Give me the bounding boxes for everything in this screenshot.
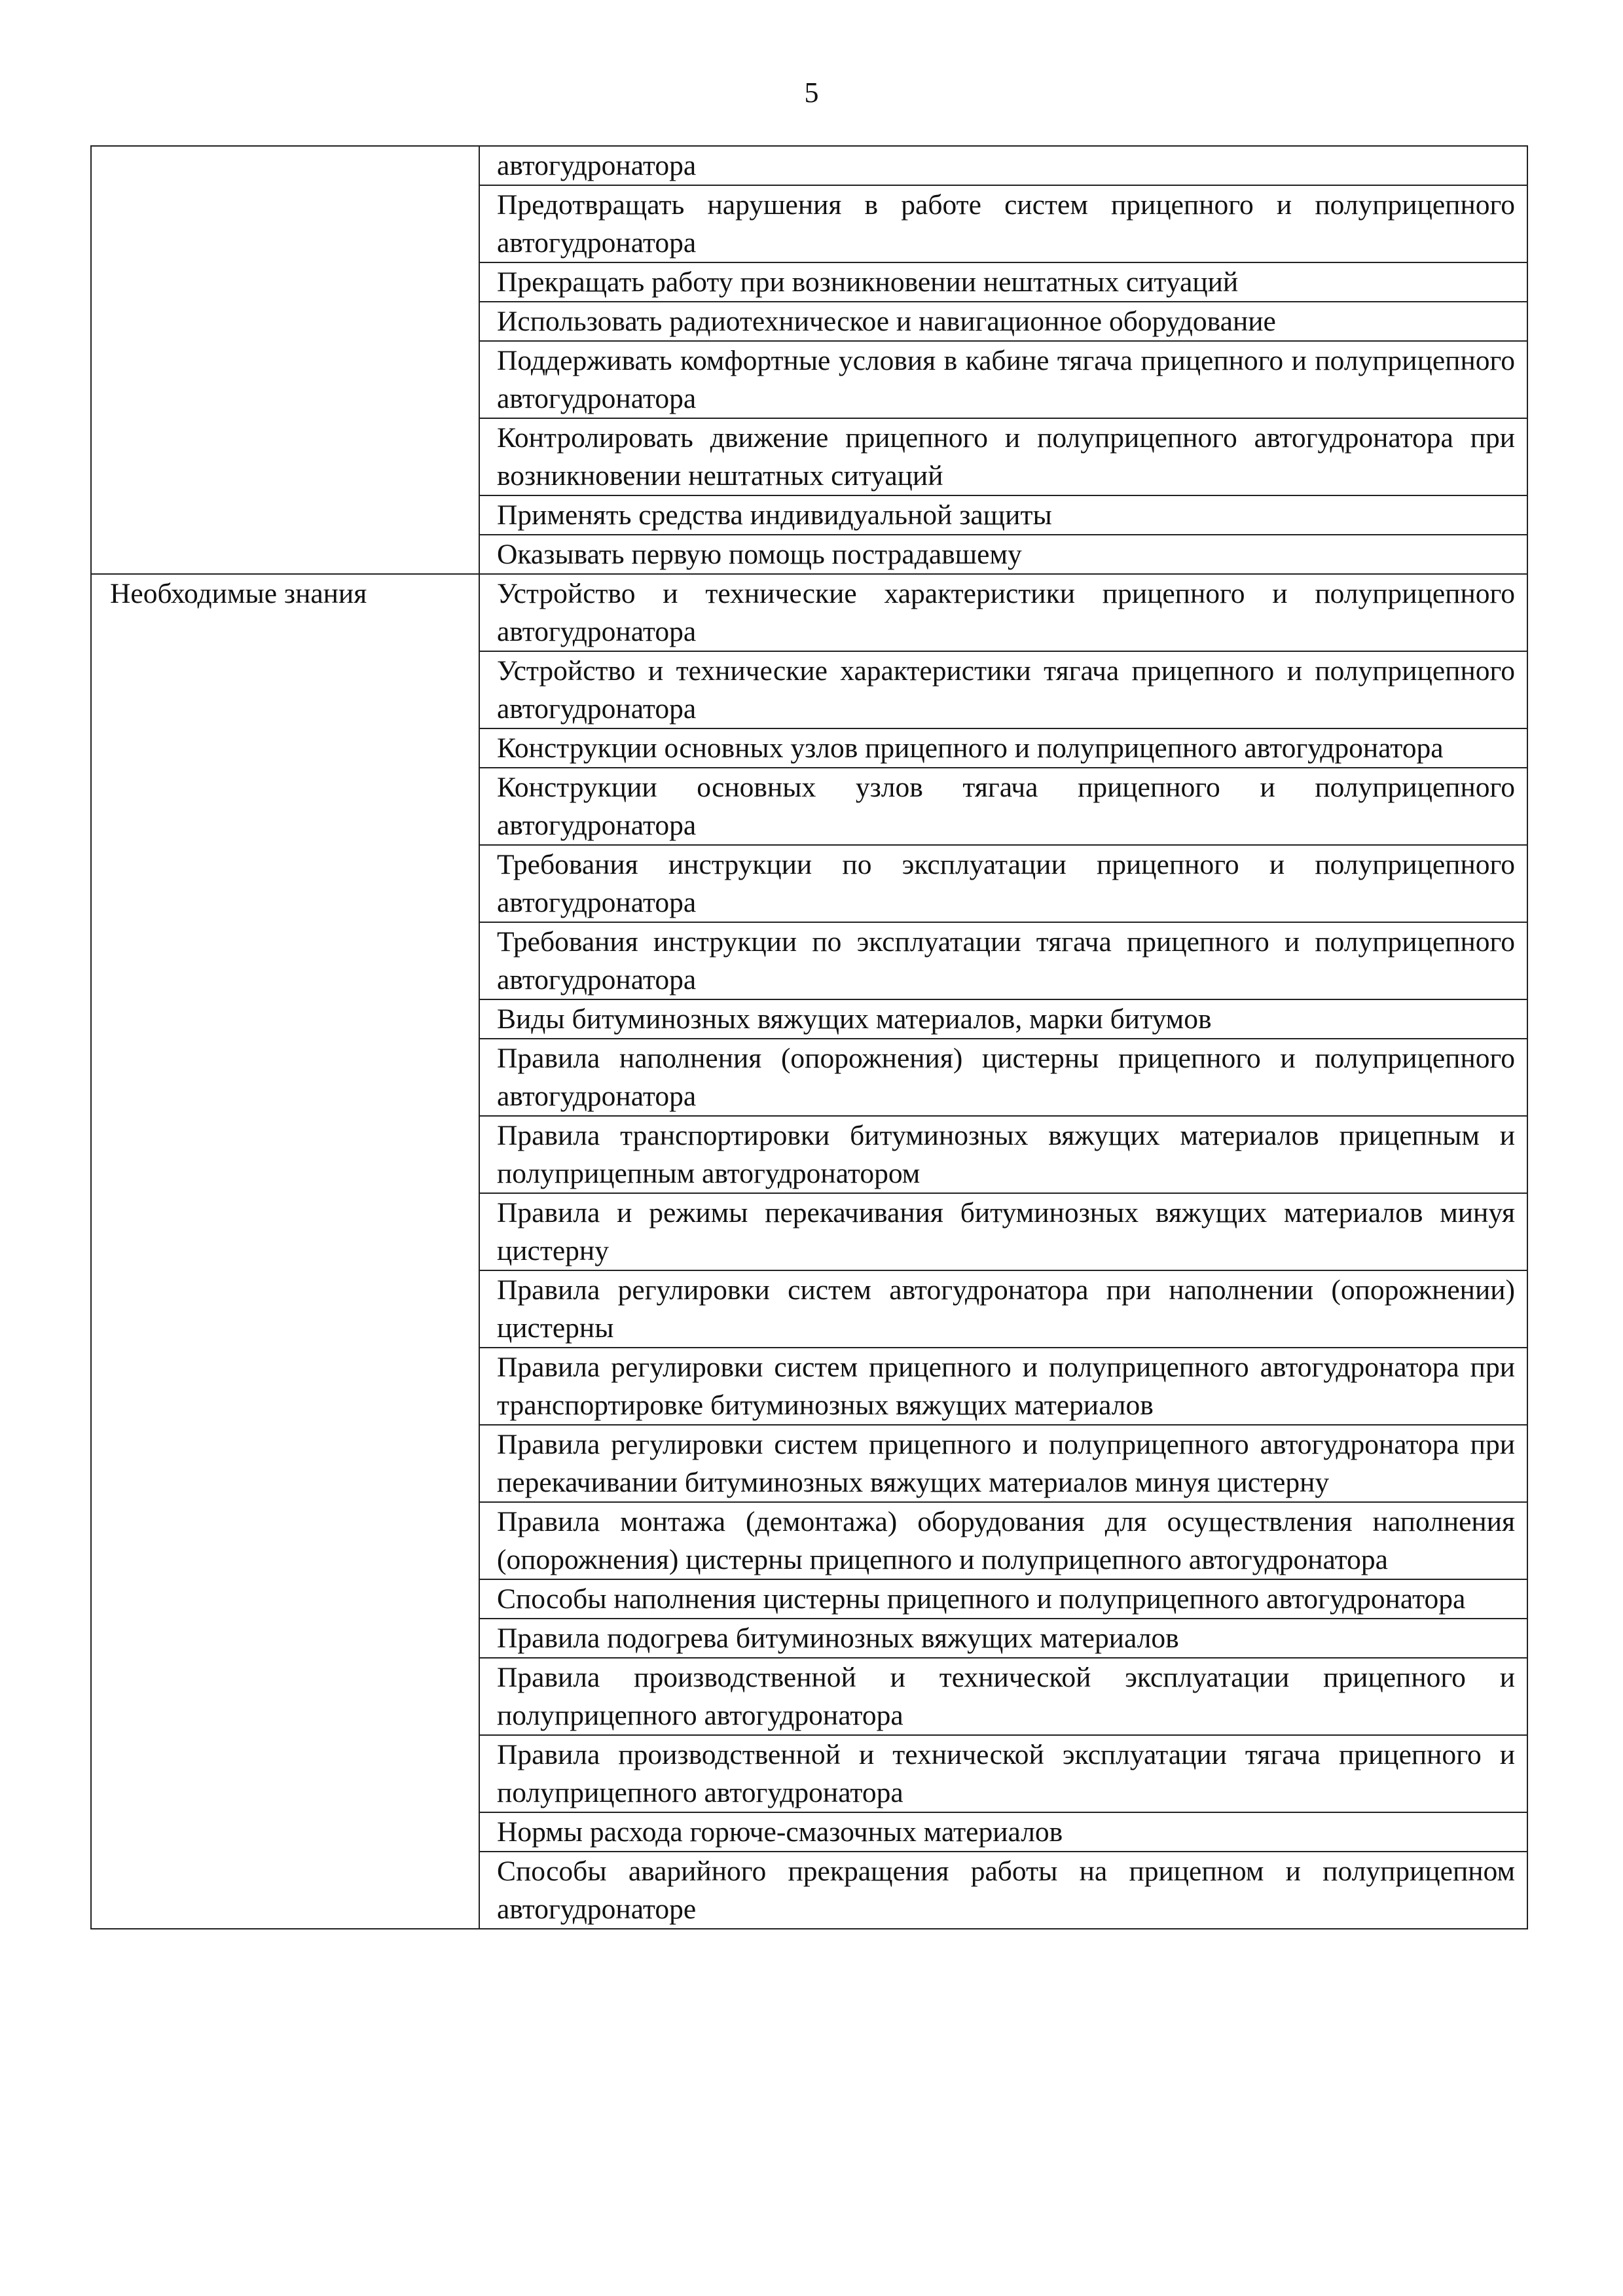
group-label-cell [91, 146, 479, 574]
requirement-item: Требования инструкции по эксплуатации прицепного и полуприцепного автогудронатора [479, 845, 1527, 922]
requirement-item: Способы аварийного прекращения работы на прицепном и полуприцепном автогудронаторе [479, 1852, 1527, 1929]
requirement-item: Предотвращать нарушения в работе систем прицепного и полуприцепного автогудронатора [479, 185, 1527, 262]
requirement-item: Правила транспортировки битуминозных вяжущих материалов прицепным и полуприцепным автогудронатором [479, 1116, 1527, 1193]
requirement-item: Нормы расхода горюче-смазочных материалов [479, 1812, 1527, 1852]
requirement-item: Конструкции основных узлов тягача прицепного и полуприцепного автогудронатора [479, 768, 1527, 845]
requirement-item: Контролировать движение прицепного и полуприцепного автогудронатора при возникновении нештатных ситуаций [479, 418, 1527, 495]
requirement-item: Требования инструкции по эксплуатации тягача прицепного и полуприцепного автогудронатора [479, 922, 1527, 999]
requirement-item: Правила производственной и технической эксплуатации тягача прицепного и полуприцепного автогудронатора [479, 1735, 1527, 1812]
requirement-item: Виды битуминозных вяжущих материалов, марки битумов [479, 999, 1527, 1039]
requirement-item: Правила наполнения (опорожнения) цистерны прицепного и полуприцепного автогудронатора [479, 1039, 1527, 1116]
requirement-item: Правила подогрева битуминозных вяжущих материалов [479, 1619, 1527, 1658]
page-number: 5 [804, 77, 819, 109]
requirement-item: Прекращать работу при возникновении нештатных ситуаций [479, 262, 1527, 302]
requirement-item: Правила монтажа (демонтажа) оборудования для осуществления наполнения (опорожнения) цистерны прицепного и полуприцепного автогудронатора [479, 1502, 1527, 1579]
requirement-item: Конструкции основных узлов прицепного и полуприцепного автогудронатора [479, 728, 1527, 768]
requirement-item: Правила регулировки систем прицепного и полуприцепного автогудронатора при перекачивании битуминозных вяжущих материалов минуя цистерну [479, 1425, 1527, 1502]
requirement-item: Способы наполнения цистерны прицепного и полуприцепного автогудронатора [479, 1579, 1527, 1619]
requirement-item: Оказывать первую помощь пострадавшему [479, 535, 1527, 574]
table-row [91, 146, 1527, 185]
requirements-table [90, 145, 1528, 1929]
requirement-item: Поддерживать комфортные условия в кабине тягача прицепного и полуприцепного автогудронатора [479, 341, 1527, 418]
requirement-item: Правила производственной и технической эксплуатации прицепного и полуприцепного автогудронатора [479, 1658, 1527, 1735]
requirement-item: Правила регулировки систем автогудронатора при наполнении (опорожнении) цистерны [479, 1270, 1527, 1348]
requirement-item: Устройство и технические характеристики прицепного и полуприцепного автогудронатора [479, 574, 1527, 651]
requirements-table-body [91, 146, 1527, 1929]
table-row [91, 574, 1527, 651]
required-knowledge-label: Необходимые знания [91, 574, 479, 1929]
requirement-item: Использовать радиотехническое и навигационное оборудование [479, 302, 1527, 341]
requirement-item: Устройство и технические характеристики тягача прицепного и полуприцепного автогудронатора [479, 651, 1527, 728]
requirement-item: Правила регулировки систем прицепного и полуприцепного автогудронатора при транспортировке битуминозных вяжущих материалов [479, 1348, 1527, 1425]
requirement-item: автогудронатора [479, 146, 1527, 185]
requirement-item: Применять средства индивидуальной защиты [479, 495, 1527, 535]
requirement-item: Правила и режимы перекачивания битуминозных вяжущих материалов минуя цистерну [479, 1193, 1527, 1270]
